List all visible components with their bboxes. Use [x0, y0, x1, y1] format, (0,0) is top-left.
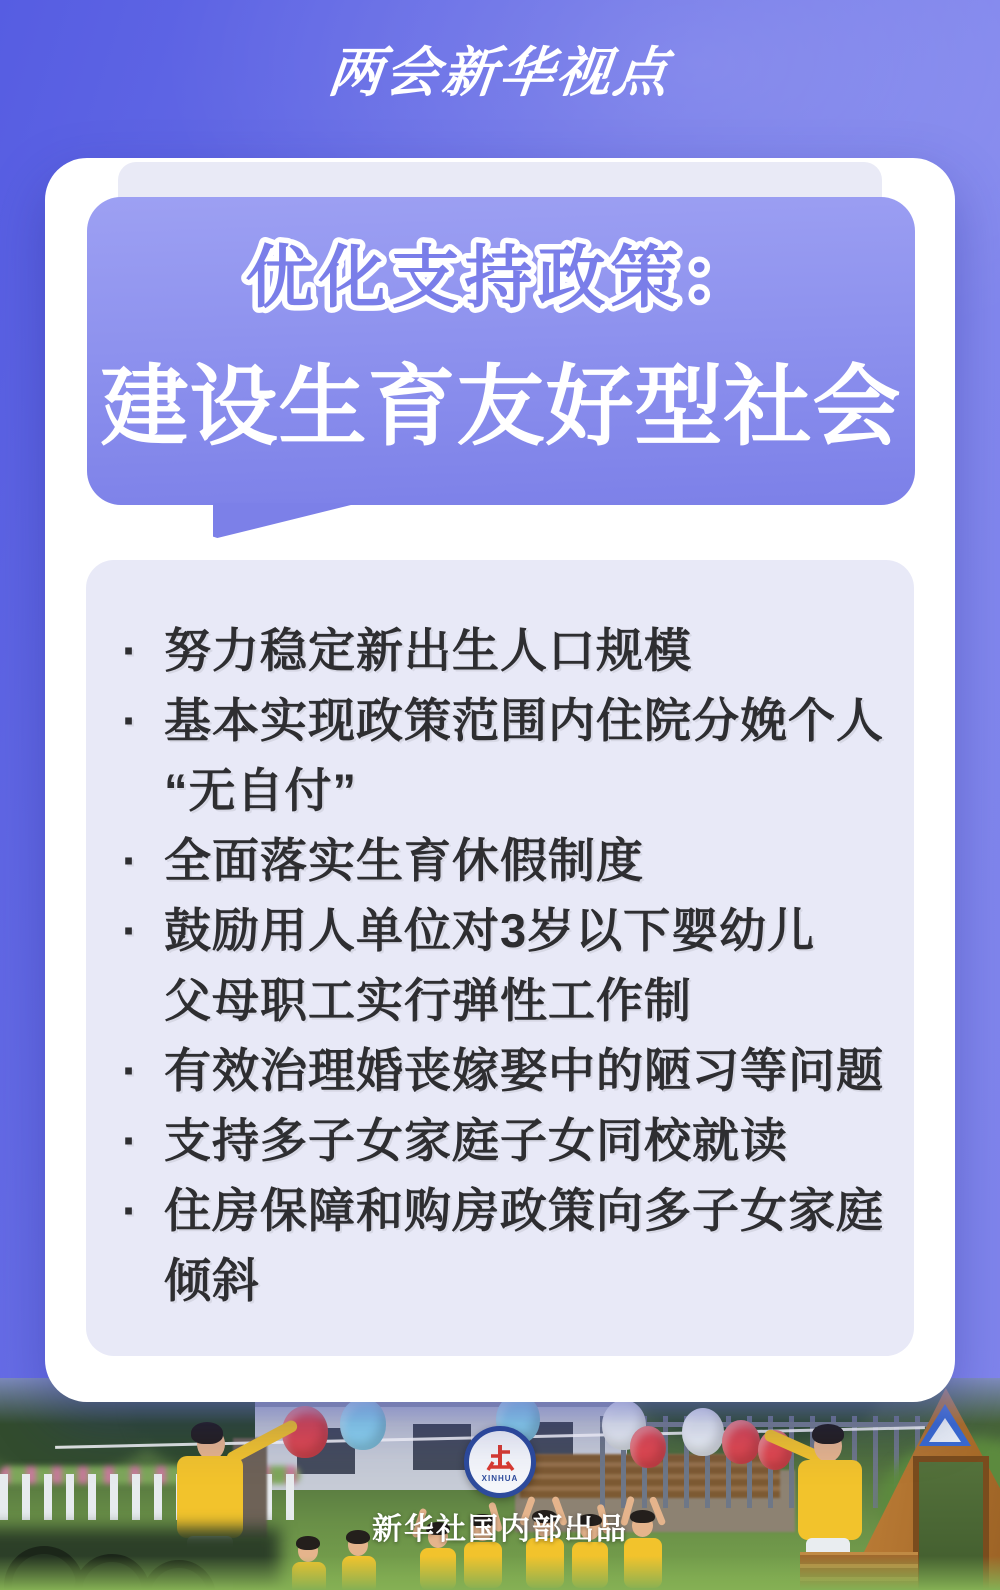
title-line1-text: 优化支持政策：	[245, 240, 757, 316]
bullet-line	[86, 1036, 914, 1106]
bullet-dot: ·	[122, 1044, 139, 1097]
bullet-line	[86, 1106, 914, 1176]
bullet-dot: ·	[122, 694, 139, 747]
policy-list-box	[86, 560, 914, 1356]
bullet-line	[86, 686, 914, 756]
kindergarten-photo	[0, 1378, 1000, 1590]
bullet-line-continuation	[86, 966, 914, 1036]
bullet-text: “无自付”	[164, 764, 357, 817]
credit-line: 新华社国内部出品	[372, 1513, 628, 1546]
speech-bubble-tail	[213, 503, 359, 538]
bullet-text: 鼓励用人单位对3岁以下婴幼儿	[164, 904, 816, 957]
bullet-text: 父母职工实行弹性工作制	[164, 974, 692, 1027]
title-line1-outlined	[87, 225, 915, 329]
bullet-line	[86, 1176, 914, 1246]
person-hair	[812, 1424, 844, 1444]
title-line2-text: 建设生育友好型社会	[100, 357, 902, 456]
balloon	[722, 1420, 760, 1464]
bullet-line	[86, 896, 914, 966]
bullet-text: 住房保障和购房政策向多子女家庭	[164, 1184, 884, 1237]
bullet-line	[86, 616, 914, 686]
bullet-text: 支持多子女家庭子女同校就读	[164, 1114, 788, 1167]
xinhua-logo-text: XINHUA	[481, 1473, 519, 1483]
person-hair	[191, 1422, 223, 1444]
bullet-text: 基本实现政策范围内住院分娩个人	[164, 694, 884, 747]
xinhua-emblem-icon	[483, 1442, 517, 1476]
xinhua-logo	[464, 1426, 536, 1498]
bullet-text: 努力稳定新出生人口规模	[164, 624, 692, 677]
bullet-line-continuation	[86, 1246, 914, 1316]
balloon	[630, 1426, 666, 1468]
grass-foreground	[0, 1556, 1000, 1590]
bullet-text: 有效治理婚丧嫁娶中的陋习等问题	[164, 1044, 884, 1097]
bullet-dot: ·	[122, 904, 139, 957]
bullet-dot: ·	[122, 1114, 139, 1167]
bullet-dot: ·	[122, 624, 139, 677]
building-window	[413, 1424, 471, 1470]
bullet-line-continuation	[86, 756, 914, 826]
bullet-text: 倾斜	[164, 1254, 260, 1307]
bullet-text: 全面落实生育休假制度	[164, 834, 644, 887]
bullet-dot: ·	[122, 834, 139, 887]
bullet-dot: ·	[122, 1184, 139, 1237]
title-speech-bubble	[87, 197, 915, 505]
bullet-line	[86, 826, 914, 896]
poster-kicker: 两会新华视点	[325, 43, 674, 103]
main-card	[45, 158, 955, 1402]
